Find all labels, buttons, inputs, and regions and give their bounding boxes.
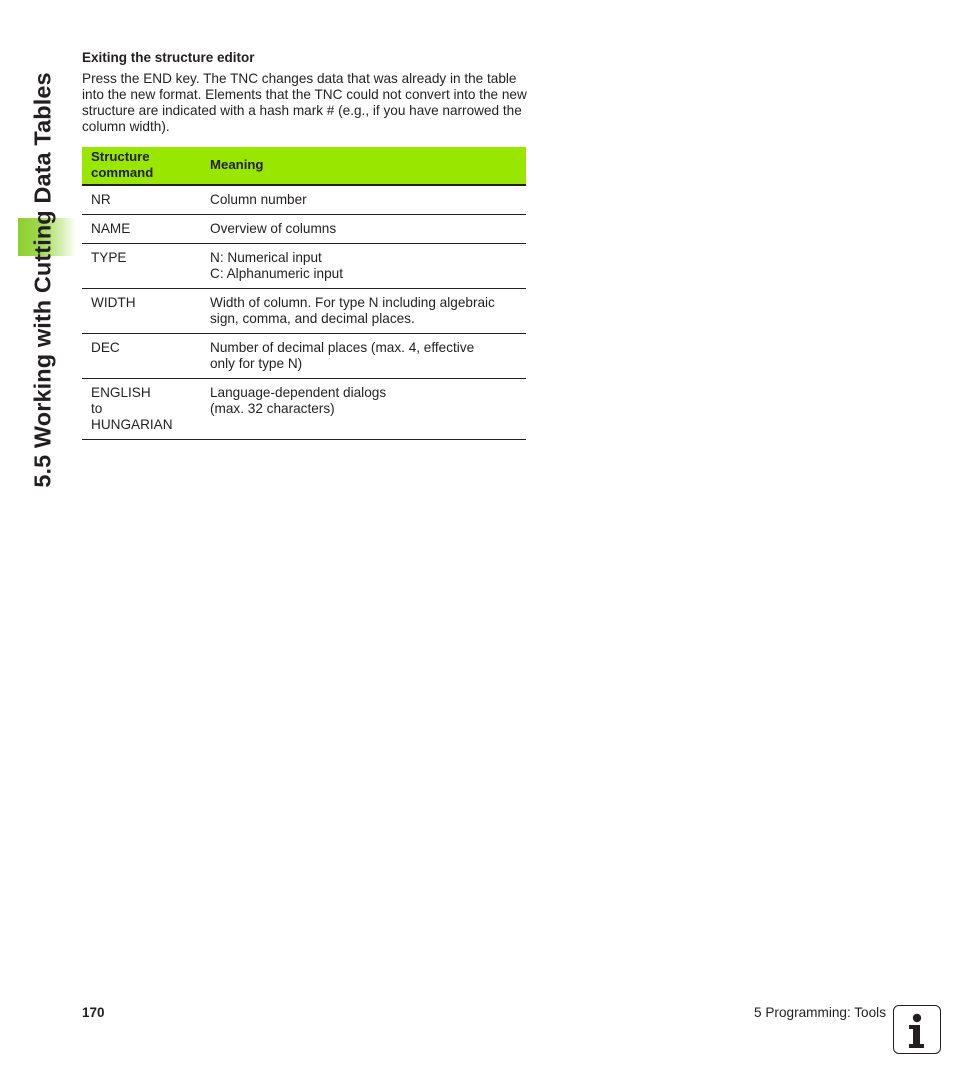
meaning-cell: Column number — [201, 185, 526, 215]
chapter-label: 5 Programming: Tools — [754, 1005, 886, 1020]
page-number: 170 — [82, 1005, 105, 1020]
table-row — [82, 379, 526, 440]
structure-command-table — [82, 147, 526, 440]
command-cell: NR — [82, 185, 201, 215]
table-header-row — [82, 147, 526, 185]
header-meaning: Meaning — [201, 147, 526, 185]
info-icon — [893, 1005, 941, 1054]
table-row — [82, 185, 526, 215]
command-cell: NAME — [82, 215, 201, 244]
meaning-cell: Language-dependent dialogs (max. 32 characters) — [201, 379, 526, 440]
header-structure-command: Structure command — [82, 147, 201, 185]
command-cell: TYPE — [82, 244, 201, 289]
meaning-cell: Width of column. For type N including algebraic sign, comma, and decimal places. — [201, 289, 526, 334]
table-row — [82, 289, 526, 334]
command-cell: ENGLISH to HUNGARIAN — [82, 379, 201, 440]
command-cell: DEC — [82, 334, 201, 379]
info-glyph-icon — [894, 1006, 940, 1053]
meaning-cell: N: Numerical input C: Alphanumeric input — [201, 244, 526, 289]
table-row — [82, 244, 526, 289]
command-cell: WIDTH — [82, 289, 201, 334]
section-paragraph: Press the END key. The TNC changes data that was already in the table into the new format. Elements that the TNC could not convert into the new structure are indicated with a hash mark # (e.g., if you have narrowed the column width). — [82, 71, 527, 134]
section-heading: Exiting the structure editor — [82, 50, 255, 65]
table-row — [82, 215, 526, 244]
chapter-side-title: 5.5 Working with Cutting Data Tables — [29, 72, 56, 488]
meaning-cell: Overview of columns — [201, 215, 526, 244]
table-row — [82, 334, 526, 379]
meaning-cell: Number of decimal places (max. 4, effective only for type N) — [201, 334, 526, 379]
